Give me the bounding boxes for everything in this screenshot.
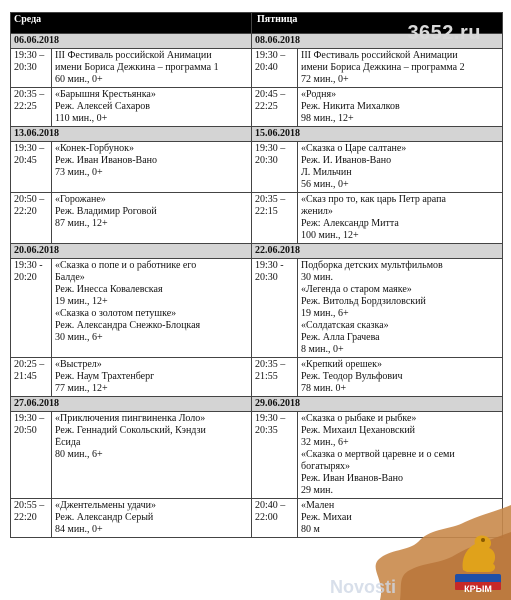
film-line: «Сказка о попе и о работнике его xyxy=(55,260,197,271)
film-line: «Горожане» xyxy=(55,194,106,205)
date-cell-right: 29.06.2018 xyxy=(252,397,503,412)
time-text: 21:45 xyxy=(14,371,37,382)
film-line: богатырях» xyxy=(301,461,351,472)
time-text: 19:30 - xyxy=(14,260,43,271)
film-cell xyxy=(298,358,503,397)
time-text: 20:35 – xyxy=(255,359,286,370)
film-line: «Сказка о мертвой царевне и о семи xyxy=(301,449,455,460)
screening-row xyxy=(11,88,503,127)
screening-row xyxy=(11,193,503,244)
time-text: 20:35 xyxy=(255,425,278,436)
time-text: 19:30 – xyxy=(255,143,286,154)
time-cell xyxy=(11,88,52,127)
film-line: 32 мин., 6+ xyxy=(301,437,349,448)
film-cell xyxy=(52,88,252,127)
film-cell xyxy=(52,193,252,244)
time-text: 20:50 – xyxy=(14,194,45,205)
time-text: 22:20 xyxy=(14,512,37,523)
date-cell-left: 13.06.2018 xyxy=(11,127,252,142)
time-cell xyxy=(252,412,298,499)
film-line: Подборка детских мультфильмов xyxy=(301,260,443,271)
time-cell xyxy=(252,142,298,193)
time-text: 20:45 xyxy=(14,155,37,166)
site-watermark: 3652.ru xyxy=(407,22,481,44)
novosti-watermark: Novosti xyxy=(330,577,397,597)
film-line: «Барышня Крестьянка» xyxy=(55,89,156,100)
film-line: Л. Мильчин xyxy=(301,167,352,178)
screening-row xyxy=(11,358,503,397)
date-cell-left: 20.06.2018 xyxy=(11,244,252,259)
film-cell xyxy=(52,49,252,88)
film-cell xyxy=(298,412,503,499)
time-cell xyxy=(11,193,52,244)
film-line: 100 мин., 12+ xyxy=(301,230,359,241)
schedule-table xyxy=(10,12,503,538)
time-text: 19:30 - xyxy=(255,260,284,271)
film-line: «Солдатская сказка» xyxy=(301,320,389,331)
time-text: 20:50 xyxy=(14,425,37,436)
time-text: 19:30 – xyxy=(14,50,45,61)
time-cell xyxy=(11,49,52,88)
date-row xyxy=(11,397,503,412)
date-cell-right: 22.06.2018 xyxy=(252,244,503,259)
time-cell xyxy=(11,499,52,538)
time-text: 22:15 xyxy=(255,206,278,217)
date-cell-right: 15.06.2018 xyxy=(252,127,503,142)
time-text: 21:55 xyxy=(255,371,278,382)
time-text: 20:45 – xyxy=(255,89,286,100)
column-header-friday: Пятница xyxy=(252,13,503,34)
film-cell xyxy=(52,259,252,358)
time-cell xyxy=(11,412,52,499)
time-cell xyxy=(252,193,298,244)
film-line: Реж. Александра Снежко-Блоцкая xyxy=(55,320,201,331)
film-line: Реж. Алла Грачева xyxy=(301,332,380,343)
date-row xyxy=(11,244,503,259)
time-text: 22:20 xyxy=(14,206,37,217)
film-line: Реж. И. Иванов-Вано xyxy=(301,155,392,166)
film-line: Реж. Теодор Вульфович xyxy=(301,371,403,382)
film-line: Реж. Владимир Роговой xyxy=(55,206,157,217)
time-cell xyxy=(11,358,52,397)
film-line: «Крепкий орешек» xyxy=(301,359,382,370)
film-cell xyxy=(298,193,503,244)
time-cell xyxy=(11,259,52,358)
film-line: 73 мин., 0+ xyxy=(55,167,103,178)
time-text: 19:30 – xyxy=(255,413,286,424)
film-line: Реж. Иван Иванов-Вано xyxy=(55,155,157,166)
time-cell xyxy=(252,88,298,127)
time-cell xyxy=(252,259,298,358)
time-text: 22:25 xyxy=(255,101,278,112)
time-text: 20:30 xyxy=(14,62,37,73)
time-text: 20:40 – xyxy=(255,500,286,511)
date-cell-right: 08.06.2018 xyxy=(252,34,503,49)
time-text: 20:35 – xyxy=(255,194,286,205)
screening-row xyxy=(11,142,503,193)
film-line: «Мален xyxy=(301,500,335,511)
time-text: 20:35 – xyxy=(14,89,45,100)
film-line: «Джентельмены удачи» xyxy=(55,500,156,511)
screening-row xyxy=(11,49,503,88)
film-line: Реж. Иван Иванов-Вано xyxy=(301,473,403,484)
film-line: Балде» xyxy=(55,272,85,283)
film-line: 77 мин., 12+ xyxy=(55,383,108,394)
film-line: 19 мин., 12+ xyxy=(55,296,108,307)
time-cell xyxy=(252,358,298,397)
film-line: 80 м xyxy=(301,524,320,535)
film-cell xyxy=(52,358,252,397)
time-text: 19:30 – xyxy=(14,143,45,154)
time-text: 20:30 xyxy=(255,155,278,166)
crimea-emblem xyxy=(453,530,503,594)
film-line: «Конек-Горбунок» xyxy=(55,143,134,154)
film-line: 30 мин., 6+ xyxy=(55,332,103,343)
time-text: 20:55 – xyxy=(14,500,45,511)
film-line: 8 мин., 0+ xyxy=(301,344,344,355)
film-line: имени Бориса Дежкина – программа 2 xyxy=(301,62,465,73)
film-line: «Родня» xyxy=(301,89,337,100)
film-line: 78 мин. 0+ xyxy=(301,383,347,394)
date-cell-left: 06.06.2018 xyxy=(11,34,252,49)
time-cell xyxy=(252,499,298,538)
film-line: Реж. Михаи xyxy=(301,512,352,523)
film-line: 87 мин., 12+ xyxy=(55,218,108,229)
film-line: Реж. Михаил Цехановский xyxy=(301,425,416,436)
film-line: 56 мин., 0+ xyxy=(301,179,349,190)
time-text: 22:25 xyxy=(14,101,37,112)
film-line: Реж. Витольд Бордзиловский xyxy=(301,296,426,307)
date-row xyxy=(11,127,503,142)
time-text: 20:20 xyxy=(14,272,37,283)
film-line: «Выстрел» xyxy=(55,359,102,370)
film-line: имени Бориса Дежкина – программа 1 xyxy=(55,62,219,73)
film-line: женил» xyxy=(301,206,333,217)
film-line: «Сказка о рыбаке и рыбке» xyxy=(301,413,417,424)
film-cell xyxy=(298,259,503,358)
film-line: Ёсида xyxy=(55,437,81,448)
screening-row xyxy=(11,412,503,499)
time-cell xyxy=(11,142,52,193)
film-line: 29 мин. xyxy=(301,485,334,496)
film-line: 98 мин., 12+ xyxy=(301,113,354,124)
film-line: Реж. Алексей Сахаров xyxy=(55,101,151,112)
film-cell xyxy=(298,142,503,193)
film-line: 84 мин., 0+ xyxy=(55,524,103,535)
film-cell xyxy=(52,412,252,499)
date-cell-left: 27.06.2018 xyxy=(11,397,252,412)
film-cell xyxy=(52,142,252,193)
film-line: Реж. Наум Трахтенберг xyxy=(55,371,155,382)
film-cell xyxy=(298,49,503,88)
emblem-label: КРЫМ xyxy=(464,584,492,594)
film-cell xyxy=(298,88,503,127)
film-line: 80 мин., 6+ xyxy=(55,449,103,460)
time-text: 20:25 – xyxy=(14,359,45,370)
film-line: 60 мин., 0+ xyxy=(55,74,103,85)
film-line: 72 мин., 0+ xyxy=(301,74,349,85)
time-text: 19:30 – xyxy=(14,413,45,424)
time-text: 19:30 – xyxy=(255,50,286,61)
time-text: 20:40 xyxy=(255,62,278,73)
film-line: 19 мин., 6+ xyxy=(301,308,349,319)
film-line: Реж. Геннадий Сокольский, Кэндзи xyxy=(55,425,206,436)
film-cell xyxy=(52,499,252,538)
film-line: 30 мин. xyxy=(301,272,334,283)
film-line: III Фестиваль российской Анимации xyxy=(301,50,458,61)
film-line: Реж. Инесса Ковалевская xyxy=(55,284,163,295)
film-line: Реж. Никита Михалков xyxy=(301,101,400,112)
schedule-body xyxy=(11,34,503,538)
time-text: 20:30 xyxy=(255,272,278,283)
time-cell xyxy=(252,49,298,88)
column-header-wednesday: Среда xyxy=(11,13,252,34)
screening-row xyxy=(11,259,503,358)
film-line: «Сказ про то, как царь Петр арапа xyxy=(301,194,446,205)
film-line: 110 мин., 0+ xyxy=(55,113,108,124)
time-text: 22:00 xyxy=(255,512,278,523)
film-line: «Приключения пингвиненка Лоло» xyxy=(55,413,206,424)
film-line: Реж. Александр Серый xyxy=(55,512,154,523)
film-line: Реж: Александр Митта xyxy=(301,218,399,229)
film-line: III Фестиваль российской Анимации xyxy=(55,50,212,61)
film-line: «Сказка о Царе салтане» xyxy=(301,143,407,154)
film-line: «Легенда о старом маяке» xyxy=(301,284,412,295)
film-line: «Сказка о золотом петушке» xyxy=(55,308,177,319)
